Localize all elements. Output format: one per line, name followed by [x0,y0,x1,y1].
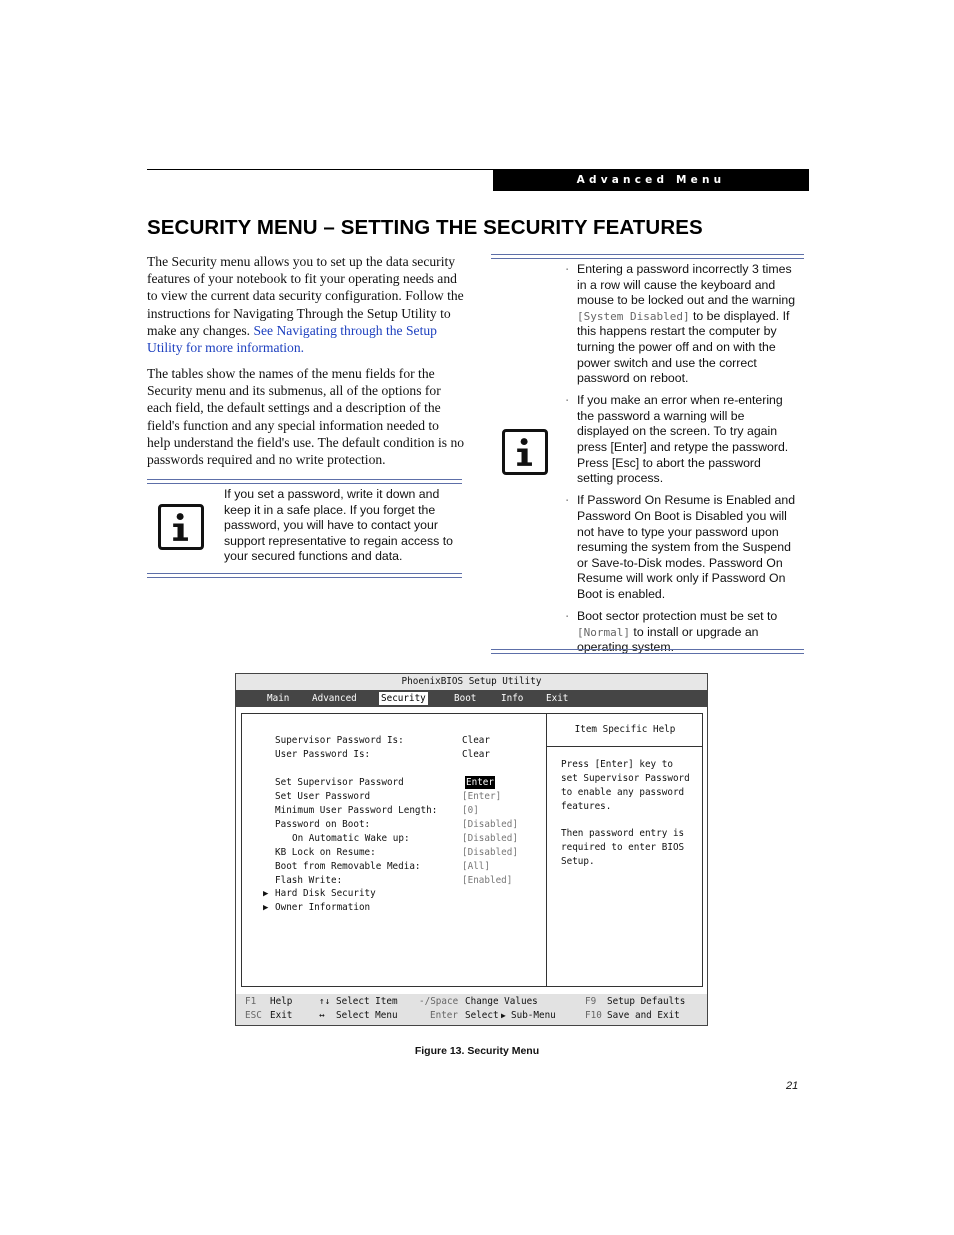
f10-key: F10 [585,1010,602,1021]
footer-save-exit: Save and Exit [607,1010,680,1021]
bios-menu-info[interactable]: Info [501,693,524,704]
bios-menu-advanced[interactable]: Advanced [312,693,357,704]
bios-row-label: Supervisor Password Is: [275,735,404,746]
bios-submenu[interactable]: Hard Disk Security [275,888,376,899]
password-note: If you set a password, write it down and keep it in a safe place. If you forget the password, you will have to contact your support representative to regain access to your secured functions and data. [224,487,453,564]
bios-row-value[interactable]: [Disabled] [462,847,518,858]
minus-space-key: -/Space [419,996,459,1007]
bios-row-value[interactable]: [Disabled] [462,833,518,844]
updown-arrows-icon: ↑↓ [319,996,331,1007]
help-line: features. [561,801,612,812]
intro-text: The Security menu allows you to set up the data security features of your notebook to fit your operating needs and to view the current data security configuration. Follow the instructions for Navigating Through the Setup Utility to make any changes. [147,254,464,338]
bios-row-label[interactable]: KB Lock on Resume: [275,847,376,858]
page-number: 21 [786,1080,799,1092]
intro-paragraph [147,253,465,356]
leftright-arrows-icon: ↔ [319,1010,325,1021]
bios-menu-bar [236,690,707,707]
footer-sub-menu: Sub-Menu [511,1010,556,1021]
setup-utility-link[interactable]: See Navigating through the Setup Utility for more information. [147,322,437,356]
bios-row-value[interactable]: [Disabled] [462,819,518,830]
bios-screenshot [235,673,708,1026]
help-line: Setup. [561,856,595,867]
bios-row-label[interactable]: Boot from Removable Media: [275,861,421,872]
bios-menu-boot[interactable]: Boot [454,693,477,704]
footer-help: Help [270,996,293,1007]
note-rule-top [147,479,462,484]
help-line: to enable any password [561,787,685,798]
enter-key: Enter [430,1010,458,1021]
page-title: SECURITY MENU – SETTING THE SECURITY FEATURES [147,216,703,239]
list-item: ▪ Entering a password incorrectly 3 times in a row will cause the keyboard and mouse to be locked out and the warning [System Disabled] to be displayed. If this happens restart the computer by turning the power off and on with the power switch and use the correct password on reboot. [566,262,798,387]
help-line: Press [Enter] key to [561,759,673,770]
bios-title: PhoenixBIOS Setup Utility [236,674,707,690]
bios-row-value[interactable]: [0] [462,805,479,816]
bios-row-label[interactable]: Minimum User Password Length: [275,805,438,816]
bios-help-panel [546,713,703,987]
footer-select-item: Select Item [336,996,398,1007]
bios-row-label[interactable]: Flash Write: [275,875,343,886]
footer-select-menu: Select Menu [336,1010,398,1021]
password-tips-list [566,262,798,662]
bios-row-label[interactable]: Set User Password [275,791,371,802]
list-item: ▪ Boot sector protection must be set to [Normal] to install or upgrade an operating system. [566,609,798,656]
bios-row-label: User Password Is: [275,749,371,760]
bios-footer [236,994,707,1025]
help-line: set Supervisor Password [561,773,690,784]
figure-caption: Figure 13. Security Menu [414,1045,540,1057]
help-line: Then password entry is [561,828,685,839]
submenu-arrow-icon: ▶ [501,1011,506,1020]
bios-row-label[interactable]: Password on Boot: [275,819,371,830]
esc-key: ESC [245,1010,262,1021]
note-rule-bottom [491,649,804,654]
tables-paragraph: The tables show the names of the menu fields for the Security menu and its submenus, all of the options for each field, the default settings and a description of the field's function and any special information needed to help understand the field's use. The default condition is no passwords required and no write protection. [147,366,465,468]
footer-exit: Exit [270,1010,293,1021]
bios-menu-exit[interactable]: Exit [546,693,569,704]
bios-menu-main[interactable]: Main [267,693,290,704]
bios-row-value[interactable]: [All] [462,861,490,872]
f9-key: F9 [585,996,597,1007]
footer-select: Select [465,1010,499,1021]
bios-row-value[interactable]: [Enabled] [462,875,513,886]
bios-row-label[interactable]: Set Supervisor Password [275,777,404,788]
f1-key: F1 [245,996,257,1007]
submenu-arrow-icon: ▶ [263,889,269,899]
bios-row-value-selected[interactable]: Enter [466,777,494,788]
bios-row-value[interactable]: [Enter] [462,791,502,802]
info-icon [158,504,204,550]
footer-setup-defaults: Setup Defaults [607,996,686,1007]
footer-change-values: Change Values [465,996,538,1007]
list-item: ▪ If Password On Resume is Enabled and Password On Boot is Disabled you will not have to type your password upon resuming the system from the Suspend or Save-to-Disk modes. Password On Resume will work only if Password On Boot is enabled. [566,493,798,602]
header-rule [147,169,493,170]
bios-row-value: Clear [462,749,490,760]
section-header: Advanced Menu [493,169,809,191]
bios-row-label[interactable]: On Automatic Wake up: [292,833,410,844]
list-item: ▪ If you make an error when re-entering the password a warning will be displayed on the screen. To try again press [Enter] and retype the password. Press [Esc] to abort the password setting process. [566,393,798,487]
bios-row-value: Clear [462,735,490,746]
help-title: Item Specific Help [547,713,703,747]
bios-submenu[interactable]: Owner Information [275,902,371,913]
info-icon [502,429,548,475]
submenu-arrow-icon: ▶ [263,903,269,913]
bios-menu-security[interactable]: Security [381,693,426,704]
note-rule-bottom [147,573,462,578]
note-rule-top [491,254,804,259]
help-line: required to enter BIOS [561,842,685,853]
